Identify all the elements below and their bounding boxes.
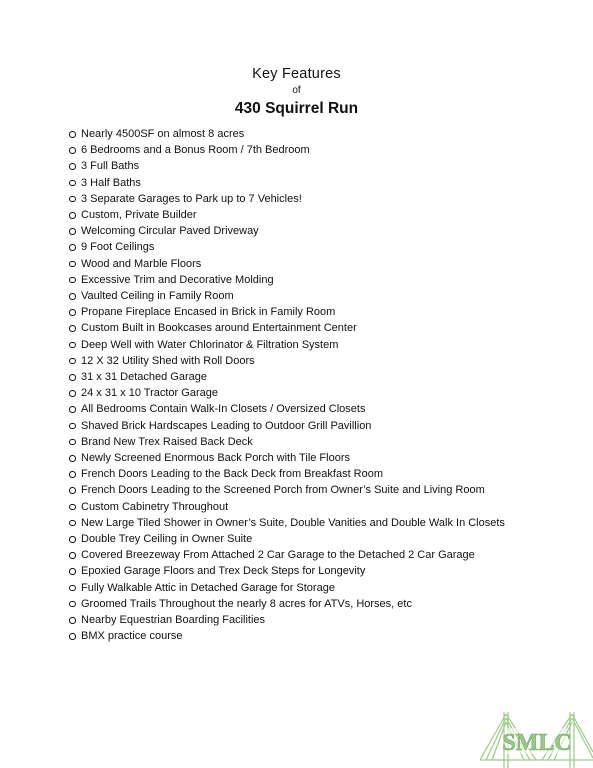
feature-text: 31 x 31 Detached Garage [81,371,207,384]
feature-text: Excessive Trim and Decorative Molding [81,273,274,286]
feature-text: Nearly 4500SF on almost 8 acres [81,128,245,140]
feature-item [69,450,549,466]
feature-item [69,482,549,498]
feature-text: Brand New Trex Raised Back Deck [81,435,253,448]
hollow-circle-icon [69,455,76,462]
hollow-circle-icon [69,471,76,478]
hollow-circle-icon [69,536,76,543]
hollow-circle-icon [69,244,76,251]
feature-text: Custom Built in Bookcases around Entertainment Center [81,322,357,335]
feature-text: 3 Half Baths [81,176,141,189]
feature-text: Covered Breezeway From Attached 2 Car Garage to the Detached 2 Car Garage [81,549,475,562]
feature-item [69,256,549,272]
feature-item [69,353,549,369]
feature-item [69,515,549,531]
feature-item [69,207,549,223]
feature-text: Deep Well with Water Chlorinator & Filtration System [81,338,339,351]
hollow-circle-icon [69,585,76,592]
hollow-circle-icon [69,293,76,300]
hollow-circle-icon [69,309,76,316]
feature-text: Wood and Marble Floors [81,257,202,270]
feature-text: 9 Foot Ceilings [81,241,155,254]
feature-item [69,158,549,174]
feature-item [69,401,549,417]
feature-item [69,499,549,515]
feature-item [69,531,549,547]
hollow-circle-icon [69,504,76,511]
feature-text: 6 Bedrooms and a Bonus Room / 7th Bedroom [81,144,310,157]
feature-item [69,628,549,644]
hollow-circle-icon [69,147,76,154]
hollow-circle-icon [69,163,76,170]
feature-item [69,272,549,288]
hollow-circle-icon [69,374,76,381]
feature-item [69,547,549,563]
hollow-circle-icon [69,552,76,559]
feature-item [69,304,549,320]
feature-text: 12 X 32 Utility Shed with Roll Doors [81,354,255,367]
smlc-logo [480,708,593,768]
feature-text: BMX practice course [81,630,183,643]
feature-text: Custom Cabinetry Throughout [81,500,229,513]
page-title: Key Features [252,66,341,82]
title-connector: of [292,85,301,96]
hollow-circle-icon [69,633,76,640]
feature-item [69,288,549,304]
feature-text: Epoxied Garage Floors and Trex Deck Steps for Longevity [81,565,366,578]
feature-item [69,466,549,482]
feature-item [69,563,549,579]
hollow-circle-icon [69,568,76,575]
features-list [69,126,549,645]
property-address: 430 Squirrel Run [234,100,359,117]
feature-text: All Bedrooms Contain Walk-In Closets / Oversized Closets [81,403,366,416]
hollow-circle-icon [69,487,76,494]
hollow-circle-icon [69,423,76,430]
feature-text: 3 Separate Garages to Park up to 7 Vehicles! [81,192,302,205]
feature-text: 3 Full Baths [81,160,140,173]
hollow-circle-icon [69,131,76,138]
feature-text: 24 x 31 x 10 Tractor Garage [81,387,218,400]
feature-item [69,580,549,596]
hollow-circle-icon [69,196,76,203]
feature-text: Groomed Trails Throughout the nearly 8 acres for ATVs, Horses, etc [81,597,412,610]
hollow-circle-icon [69,358,76,365]
hollow-circle-icon [69,601,76,608]
feature-item [69,385,549,401]
feature-item [69,223,549,239]
feature-text: Nearby Equestrian Boarding Facilities [81,614,266,627]
hollow-circle-icon [69,342,76,349]
feature-text: Newly Screened Enormous Back Porch with Tile Floors [81,452,350,465]
hollow-circle-icon [69,390,76,397]
hollow-circle-icon [69,228,76,235]
feature-text: Propane Fireplace Encased in Brick in Family Room [81,306,336,319]
hollow-circle-icon [69,180,76,187]
feature-item [69,596,549,612]
feature-item [69,320,549,336]
feature-item [69,126,549,142]
feature-text: New Large Tiled Shower in Owner’s Suite, Double Vanities and Double Walk In Closets [81,516,505,529]
feature-text: Shaved Brick Hardscapes Leading to Outdoor Grill Pavillion [81,419,372,432]
feature-item [69,142,549,158]
hollow-circle-icon [69,520,76,527]
hollow-circle-icon [69,439,76,446]
logo-text: SMLC [502,730,572,756]
feature-text: Vaulted Ceiling in Family Room [81,290,234,303]
hollow-circle-icon [69,406,76,413]
feature-text: French Doors Leading to the Back Deck from Breakfast Room [81,468,384,481]
feature-item [69,418,549,434]
feature-item [69,191,549,207]
hollow-circle-icon [69,212,76,219]
hollow-circle-icon [69,277,76,284]
feature-item [69,175,549,191]
feature-text: Custom, Private Builder [81,209,197,222]
hollow-circle-icon [69,261,76,268]
feature-item [69,239,549,255]
feature-text: Fully Walkable Attic in Detached Garage for Storage [81,581,335,594]
feature-text: Double Trey Ceiling in Owner Suite [81,533,253,546]
feature-text: Welcoming Circular Paved Driveway [81,225,259,238]
feature-text: French Doors Leading to the Screened Porch from Owner’s Suite and Living Room [81,484,485,497]
title-block [0,66,593,119]
hollow-circle-icon [69,617,76,624]
feature-item [69,337,549,353]
feature-item [69,369,549,385]
hollow-circle-icon [69,325,76,332]
feature-item [69,612,549,628]
feature-item [69,434,549,450]
